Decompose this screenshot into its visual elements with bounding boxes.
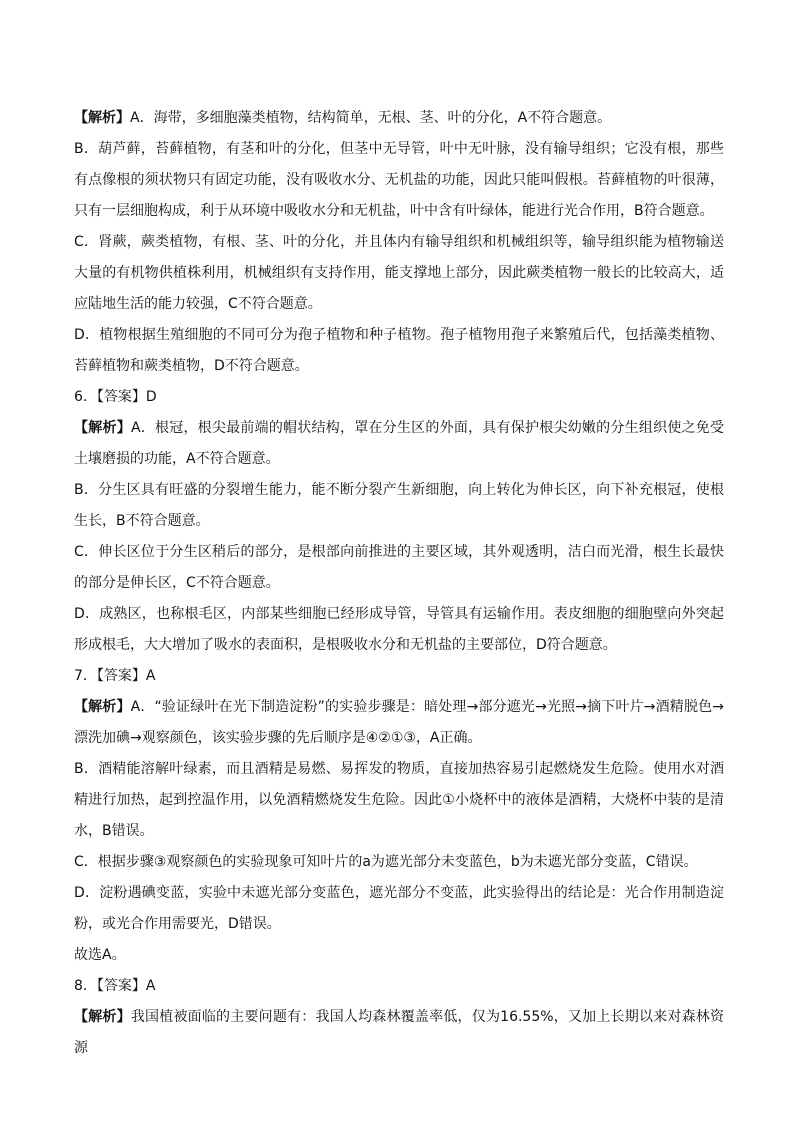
answer-8 [74,971,724,1002]
paragraph-text: C．根据步骤③观察颜色的实验现象可知叶片的a为遮光部分未变蓝色，b为未遮光部分变蓝，C错误。 [74,854,698,870]
paragraph-text: B．葫芦藓，苔藓植物，有茎和叶的分化，但茎中无导管，叶中无叶脉，没有输导组织；它没有根，那些有点像根的须状物只有固定功能，没有吸收水分、无机盐的功能，因此只能叫假根。苔藓植物的叶很薄，只有一层细胞构成，利于从环境中吸收水分和无机盐，叶中含有叶绿体，能进行光合作用，B符合题意。 [74,141,724,219]
paragraph-text: B．酒精能溶解叶绿素，而且酒精是易燃、易挥发的物质，直接加热容易引起燃烧发生危险。使用水对酒精进行加热，起到控温作用，以免酒精燃烧发生危险。因此①小烧杯中的液体是酒精，大烧杯中装的是清水，B错误。 [74,761,724,839]
paragraph-analysis-7b [74,754,724,847]
paragraph-text: A．海带，多细胞藻类植物，结构简单，无根、茎、叶的分化，A不符合题意。 [130,110,612,126]
paragraph-label: 【解析】 [74,420,131,436]
paragraph-analysis-6c [74,537,724,599]
answer-value: A [145,978,156,994]
paragraph-analysis-6d [74,599,724,661]
paragraph-text: 故选A。 [74,947,126,963]
paragraph-analysis-5c [74,227,724,320]
paragraph-text: 我国植被面临的主要问题有：我国人均森林覆盖率低，仅为16.55%，又加上长期以来对森林资源 [74,1009,724,1056]
paragraph-analysis-7c [74,847,724,878]
paragraph-label: 【解析】 [74,1009,131,1025]
paragraph-text: D．成熟区，也称根毛区，内部某些细胞已经形成导管，导管具有运输作用。表皮细胞的细胞壁向外突起形成根毛，大大增加了吸水的表面积，是根吸收水分和无机盐的主要部位，D符合题意。 [74,606,724,653]
paragraph-label: 【解析】 [74,110,130,126]
answer-7 [74,661,724,692]
paragraph-analysis-6b [74,475,724,537]
answer-label: 7．【答案】 [74,668,146,684]
paragraph-analysis-8a [74,1002,724,1064]
paragraph-text: C．肾蕨，蕨类植物，有根、茎、叶的分化，并且体内有输导组织和机械组织等，输导组织能为植物输送大量的有机物供植株利用，机械组织有支持作用，能支撑地上部分，因此蕨类植物一般长的比较高大，适应陆地生活的能力较强，C不符合题意。 [74,234,724,312]
paragraph-analysis-5b [74,134,724,227]
answer-value: D [145,389,157,405]
paragraph-text: A．根冠，根尖最前端的帽状结构，罩在分生区的外面，具有保护根尖幼嫩的分生组织使之免受土壤磨损的功能，A不符合题意。 [74,420,725,467]
paragraph-analysis-6a [74,413,724,475]
paragraph-analysis-7d [74,878,724,940]
paragraph-text: A．“验证绿叶在光下制造淀粉”的实验步骤是：暗处理→部分遮光→光照→摘下叶片→酒精脱色→漂洗加碘→观察颜色，该实验步骤的先后顺序是④②①③，A正确。 [74,699,725,746]
paragraph-analysis-7a [74,692,724,754]
paragraph-analysis-5d [74,320,724,382]
answer-value: A [145,668,156,684]
answer-6 [74,382,724,413]
document-body [74,103,724,1064]
paragraph-text: B．分生区具有旺盛的分裂增生能力，能不断分裂产生新细胞，向上转化为伸长区，向下补充根冠，使根生长，B不符合题意。 [74,482,724,529]
paragraph-analysis-5a [74,103,724,134]
paragraph-conclusion-7 [74,940,724,971]
paragraph-text: D．植物根据生殖细胞的不同可分为孢子植物和种子植物。孢子植物用孢子来繁殖后代，包括藻类植物、苔藓植物和蕨类植物，D不符合题意。 [74,327,724,374]
paragraph-text: C．伸长区位于分生区稍后的部分，是根部向前推进的主要区域，其外观透明，洁白而光滑，根生长最快的部分是伸长区，C不符合题意。 [74,544,724,591]
paragraph-label: 【解析】 [74,699,131,715]
answer-label: 6．【答案】 [74,389,146,405]
paragraph-text: D．淀粉遇碘变蓝，实验中未遮光部分变蓝色，遮光部分不变蓝，此实验得出的结论是：光合作用制造淀粉，或光合作用需要光，D错误。 [74,885,724,932]
answer-label: 8．【答案】 [74,978,146,994]
